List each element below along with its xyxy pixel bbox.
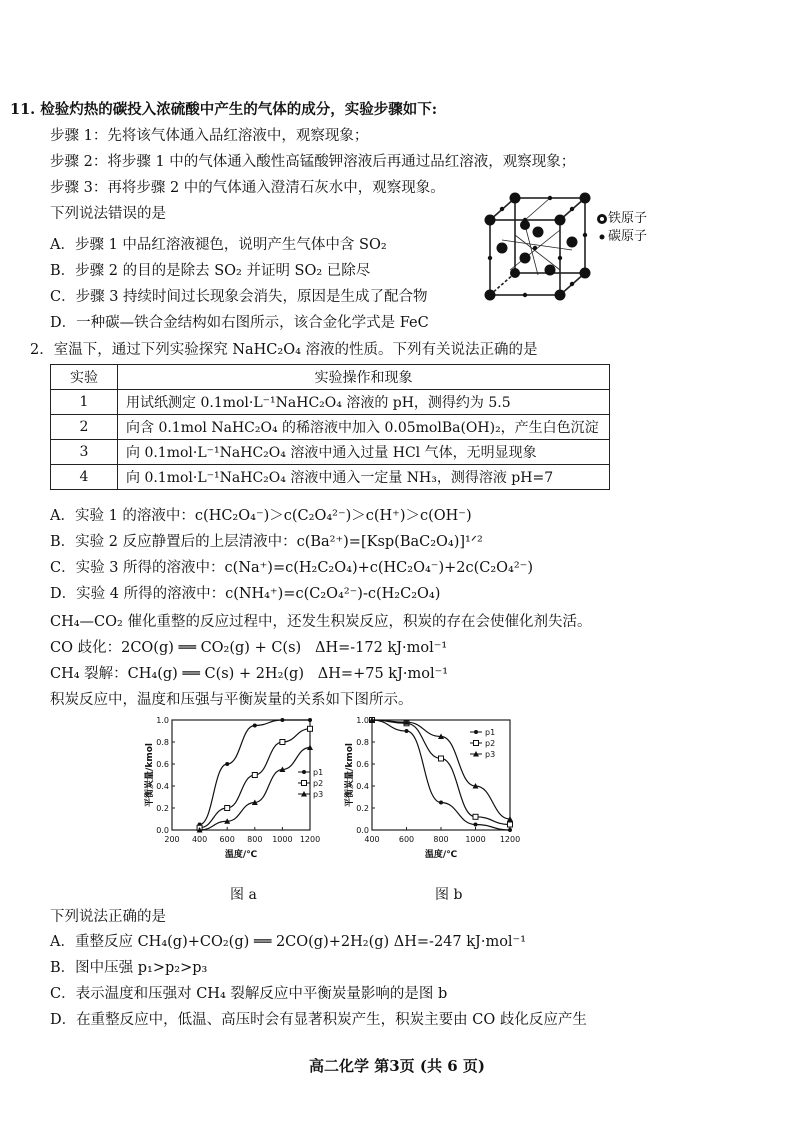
x-axis-label: 温度/℃ xyxy=(424,850,458,860)
data-point-p2 xyxy=(280,740,285,745)
q11-option-b: B．步骤 2 的目的是除去 SO₂ 并证明 SO₂ 已除尽 xyxy=(50,263,371,279)
table-row xyxy=(51,465,610,490)
x-tick-label: 600 xyxy=(219,835,235,844)
y-tick-label: 0.2 xyxy=(356,804,369,813)
q13-option-d: D．在重整反应中，低温、高压时会有显著积炭产生，积炭主要由 CO 歧化反应产生 xyxy=(50,1012,587,1028)
data-point-p2 xyxy=(308,726,313,731)
q11-step3: 步骤 3：再将步骤 2 中的气体通入澄清石灰水中，观察现象。 xyxy=(50,180,445,196)
table-row xyxy=(51,440,610,465)
x-tick-label: 600 xyxy=(398,835,415,844)
legend-label-p1: p1 xyxy=(313,768,324,777)
experiment-table xyxy=(50,364,610,490)
y-tick-label: 0.0 xyxy=(156,826,169,835)
legend-label-p2: p2 xyxy=(313,779,324,788)
data-point-p2 xyxy=(508,822,513,827)
y-tick-label: 1.0 xyxy=(156,716,169,725)
q12-option-a: A．实验 1 的溶液中：c(HC₂O₄⁻)＞c(C₂O₄²⁻)＞c(H⁺)＞c(OH⁻) xyxy=(50,508,472,524)
legend-marker-p1 xyxy=(302,770,306,774)
y-tick-label: 0.2 xyxy=(156,804,169,813)
x-tick-label: 1200 xyxy=(499,835,521,844)
row-number: 1 xyxy=(51,390,118,415)
data-point-p1 xyxy=(253,724,257,728)
legend-marker-p2 xyxy=(474,741,479,746)
q11-option-a: A．步骤 1 中品红溶液褪色，说明产生气体中含 SO₂ xyxy=(50,237,387,253)
data-point-p1 xyxy=(308,718,312,722)
chart-b-caption: 图 b xyxy=(435,887,463,903)
legend-marker-p2 xyxy=(302,781,307,786)
y-tick-label: 0.8 xyxy=(156,738,169,747)
chart-b xyxy=(340,712,550,874)
data-point-p1 xyxy=(280,718,284,722)
legend-label-p2: p2 xyxy=(485,739,496,748)
x-tick-label: 800 xyxy=(433,835,449,844)
data-point-p2 xyxy=(473,814,478,819)
q11-option-d: D．一种碳—铁合金结构如右图所示，该合金化学式是 FeC xyxy=(50,315,429,331)
legend-label-p3: p3 xyxy=(485,750,496,759)
c-atom-legend: 碳原子 xyxy=(608,229,648,244)
y-tick-label: 0.4 xyxy=(356,782,369,791)
q11-option-c: C．步骤 3 持续时间过长现象会消失，原因是生成了配合物 xyxy=(50,289,428,305)
c-atom-legend-icon xyxy=(598,233,606,241)
x-tick-label: 1000 xyxy=(465,835,486,844)
q11-step2: 步骤 2：将步骤 1 中的气体通入酸性高锰酸钾溶液后再通过品红溶液，观察现象； xyxy=(50,154,576,170)
x-tick-label: 1000 xyxy=(272,835,293,844)
fe-atom-legend: 铁原子 xyxy=(608,211,648,226)
legend-label-p3: p3 xyxy=(313,790,324,799)
series-line-p3 xyxy=(200,748,310,831)
data-point-p1 xyxy=(405,729,409,733)
q13-equation-1: CO 歧化：2CO(g) ══ CO₂(g) + C(s) ΔH=-172 kJ·mol⁻¹ xyxy=(50,640,448,656)
table-row xyxy=(51,390,610,415)
data-point-p2 xyxy=(252,773,257,778)
q12-option-d: D．实验 4 所得的溶液中：c(NH₄⁺)=c(C₂O₄²⁻)-c(H₂C₂O₄) xyxy=(50,586,441,602)
q13-equation-2: CH₄ 裂解：CH₄(g) ══ C(s) + 2H₂(g) ΔH=+75 kJ·mol⁻¹ xyxy=(50,666,449,682)
x-tick-label: 200 xyxy=(164,835,180,844)
q13-option-c: C．表示温度和压强对 CH₄ 裂解反应中平衡炭量影响的是图 b xyxy=(50,986,448,1002)
table-header-row xyxy=(51,365,610,390)
header-operation: 实验操作和现象 xyxy=(118,365,610,390)
page-footer: 高二化学 第3页 (共 6 页) xyxy=(309,1057,485,1075)
row-number: 3 xyxy=(51,440,118,465)
y-tick-label: 0.8 xyxy=(356,738,369,747)
header-experiment: 实验 xyxy=(51,365,118,390)
y-tick-label: 0.6 xyxy=(356,760,369,769)
plot-frame xyxy=(172,720,310,830)
q13-ask: 下列说法正确的是 xyxy=(50,909,166,925)
y-tick-label: 0.0 xyxy=(356,826,369,835)
row-text: 用试纸测定 0.1mol·L⁻¹NaHC₂O₄ 溶液的 pH，测得约为 5.5 xyxy=(118,390,610,415)
series-line-p2 xyxy=(200,729,310,828)
row-text: 向 0.1mol·L⁻¹NaHC₂O₄ 溶液中通入过量 HCl 气体，无明显现象 xyxy=(118,440,610,465)
q13-stem: CH₄—CO₂ 催化重整的反应过程中，还发生积炭反应，积炭的存在会使催化剂失活。 xyxy=(50,614,592,630)
q13-option-a: A．重整反应 CH₄(g)+CO₂(g) ══ 2CO(g)+2H₂(g) ΔH=-247 kJ·mol⁻¹ xyxy=(50,934,527,950)
q12-option-b: B．实验 2 反应静置后的上层清液中：c(Ba²⁺)=[Ksp(BaC₂O₄)]¹ᐟ² xyxy=(50,534,483,550)
data-point-p1 xyxy=(439,801,443,805)
y-axis-label: 平衡炭量/kmol xyxy=(345,743,355,807)
fe-atom-legend-icon xyxy=(596,213,608,225)
q11-stem: 11. 检验灼热的碳投入浓硫酸中产生的气体的成分，实验步骤如下: xyxy=(10,101,438,118)
legend-marker-p1 xyxy=(474,730,478,734)
q12-option-c: C．实验 3 所得的溶液中：c(Na⁺)=c(H₂C₂O₄)+c(HC₂O₄⁻)+2c(C₂O₄²⁻) xyxy=(50,560,533,576)
legend-label-p1: p1 xyxy=(485,728,496,737)
x-tick-label: 1200 xyxy=(299,835,321,844)
q11-step1: 步骤 1：先将该气体通入品红溶液中，观察现象； xyxy=(50,128,369,144)
q13-option-b: B．图中压强 p₁>p₂>p₃ xyxy=(50,960,208,976)
row-text: 向含 0.1mol NaHC₂O₄ 的稀溶液中加入 0.05molBa(OH)₂，产生白色沉淀 xyxy=(118,415,610,440)
chart-a-caption: 图 a xyxy=(230,887,257,903)
y-axis-label: 平衡炭量/kmol xyxy=(145,743,155,807)
data-point-p1 xyxy=(508,828,512,832)
q13-intro: 积炭反应中，温度和压强与平衡炭量的关系如下图所示。 xyxy=(50,692,413,708)
y-tick-label: 0.4 xyxy=(156,782,169,791)
row-text: 向 0.1mol·L⁻¹NaHC₂O₄ 溶液中通入一定量 NH₃，测得溶液 pH=7 xyxy=(118,465,610,490)
q11-ask: 下列说法错误的是 xyxy=(50,206,166,222)
x-axis-label: 温度/℃ xyxy=(224,850,258,860)
row-number: 2 xyxy=(51,415,118,440)
crystal-structure-figure xyxy=(480,190,600,305)
q12-stem: 2．室温下，通过下列实验探究 NaHC₂O₄ 溶液的性质。下列有关说法正确的是 xyxy=(30,342,538,358)
data-point-p2 xyxy=(439,756,444,761)
data-point-p1 xyxy=(474,823,478,827)
y-tick-label: 0.6 xyxy=(156,760,169,769)
table-row xyxy=(51,415,610,440)
data-point-p1 xyxy=(225,762,229,766)
x-tick-label: 400 xyxy=(191,835,208,844)
chart-a xyxy=(140,712,350,874)
y-tick-label: 1.0 xyxy=(356,716,369,725)
x-tick-label: 800 xyxy=(247,835,263,844)
row-number: 4 xyxy=(51,465,118,490)
x-tick-label: 400 xyxy=(364,835,380,844)
data-point-p2 xyxy=(225,806,230,811)
